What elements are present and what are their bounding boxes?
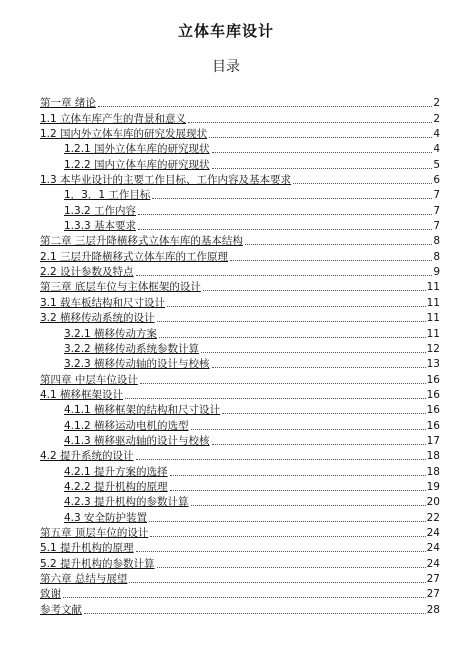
toc-leader (170, 475, 426, 476)
toc-page-number: 4 (433, 128, 440, 141)
toc-page-number: 11 (426, 281, 440, 294)
toc-entry-text[interactable]: 4.2.3 提升机构的参数计算 (64, 496, 189, 509)
toc-entry[interactable] (40, 586, 440, 601)
toc-entry-text[interactable]: 4.3 安全防护装置 (64, 511, 148, 524)
document-title: 立体车库设计 (177, 22, 274, 40)
toc-entry[interactable] (40, 110, 440, 125)
toc-page-number: 12 (426, 342, 440, 355)
toc-leader (149, 521, 426, 522)
toc-page-number: 16 (426, 404, 440, 417)
toc-entry-text[interactable]: 3.2 横移传动系统的设计 (40, 312, 155, 325)
toc-leader (191, 505, 426, 506)
toc-heading: 目录 (212, 59, 240, 75)
toc-entry-text[interactable]: 4.1.3 横移驱动轴的设计与校核 (64, 434, 210, 447)
toc-leader (212, 168, 433, 169)
toc-leader (152, 198, 432, 199)
toc-entry-text[interactable]: 5.2 提升机构的参数计算 (40, 557, 155, 570)
toc-entry-text[interactable]: 1.3.3 基本要求 (64, 220, 137, 233)
toc-entry[interactable] (40, 156, 440, 171)
toc-page-number: 2 (433, 112, 440, 125)
toc-entry-text[interactable]: 第一章 绪论 (40, 97, 96, 110)
toc-entry[interactable] (40, 540, 440, 555)
toc-entry[interactable] (40, 402, 440, 417)
toc-page-number: 7 (433, 189, 440, 202)
toc-leader (230, 260, 432, 261)
toc-leader (191, 429, 426, 430)
toc-entry-text[interactable]: 第三章 底层车位与主体框架的设计 (40, 281, 201, 294)
toc-leader (125, 398, 426, 399)
toc-entry[interactable] (40, 325, 440, 340)
toc-entry[interactable] (40, 479, 440, 494)
toc-page-number: 24 (426, 542, 440, 555)
toc-leader (293, 183, 432, 184)
toc-leader (212, 367, 426, 368)
toc-page-number: 16 (426, 419, 440, 432)
toc-leader (203, 290, 426, 291)
toc-entry-text[interactable]: 5.1 提升机构的原理 (40, 542, 134, 555)
toc-page-number: 8 (433, 250, 440, 263)
toc-entry[interactable] (40, 248, 440, 263)
toc-leader (98, 106, 432, 107)
toc-entry-text[interactable]: 1.2.2 国内立体车库的研究现状 (64, 158, 210, 171)
toc-page-number: 27 (426, 573, 440, 585)
toc-entry[interactable] (40, 448, 440, 463)
toc-page-number: 20 (426, 496, 440, 509)
toc-leader (138, 229, 432, 230)
toc-leader (129, 582, 425, 583)
toc-entry-text[interactable]: 3.2.3 横移传动轴的设计与校核 (64, 358, 210, 371)
toc-entry-text[interactable]: 致谢 (40, 588, 61, 601)
toc-entry[interactable] (40, 202, 440, 217)
toc-entry-text[interactable]: 1．3．1 工作目标 (64, 189, 151, 202)
toc-leader (140, 383, 426, 384)
toc-entry[interactable] (40, 264, 440, 279)
toc-entry-text[interactable]: 4.2 提升系统的设计 (40, 450, 134, 463)
toc-page-number: 5 (433, 158, 440, 171)
toc-leader (201, 352, 426, 353)
toc-page-number: 27 (426, 588, 440, 601)
toc-entry[interactable] (40, 494, 440, 509)
toc-entry-text[interactable]: 2.2 设计参数及特点 (40, 266, 134, 279)
toc-entry[interactable] (40, 571, 440, 586)
toc-entry[interactable] (40, 126, 440, 141)
toc-page-number: 11 (426, 296, 440, 309)
toc-page-number: 7 (433, 220, 440, 233)
toc-leader (170, 490, 426, 491)
toc-entry[interactable] (40, 463, 440, 478)
toc-page-number: 2 (433, 97, 440, 110)
toc-page-number: 28 (426, 603, 440, 616)
toc-leader (84, 613, 426, 614)
toc-leader (167, 306, 426, 307)
toc-page-number: 16 (426, 388, 440, 401)
toc-entry-text[interactable]: 参考文献 (40, 603, 82, 616)
toc-entry-text[interactable]: 3.2.2 横移传动系统参数计算 (64, 342, 200, 355)
toc-page-number: 24 (426, 557, 440, 570)
toc-leader (138, 214, 432, 215)
toc-entry-text[interactable]: 2.1 三层升降横移式立体车库的工作原理 (40, 250, 229, 263)
toc-page-number: 18 (426, 450, 440, 463)
toc-entry-text[interactable]: 4.1.2 横移运动电机的选型 (64, 419, 189, 432)
toc-leader (150, 536, 425, 537)
toc-entry-text[interactable]: 第二章 三层升降横移式立体车库的基本结构 (40, 235, 243, 248)
toc-entry-text[interactable]: 4.2.1 提升方案的选择 (64, 465, 168, 478)
toc-entry-text[interactable]: 1.2.1 国外立体车库的研究现状 (64, 143, 210, 156)
toc-entry-text[interactable]: 4.1.1 横移框架的结构和尺寸设计 (64, 404, 221, 417)
toc-page-number: 4 (433, 143, 440, 156)
toc-entry-text[interactable]: 1.2 国内外立体车库的研究发展现状 (40, 128, 208, 141)
toc-page-number: 24 (426, 526, 440, 539)
toc-page-number: 7 (433, 204, 440, 217)
toc-entry[interactable] (40, 279, 440, 294)
toc-entry-text[interactable]: 3.1 载车板结构和尺寸设计 (40, 296, 166, 309)
toc-entry[interactable] (40, 172, 440, 187)
toc-entry[interactable] (40, 356, 440, 371)
toc-leader (136, 459, 426, 460)
toc-entry[interactable] (40, 417, 440, 432)
toc-entry-text[interactable]: 3.2.1 横移传动方案 (64, 327, 158, 340)
toc-leader (222, 413, 426, 414)
toc-entry[interactable] (40, 371, 440, 386)
toc-page-number: 18 (426, 465, 440, 478)
toc-leader (209, 137, 432, 138)
toc-leader (136, 275, 433, 276)
toc-entry-text[interactable]: 1.1 立体车库产生的背景和意义 (40, 112, 187, 125)
toc-page-number: 17 (426, 434, 440, 447)
toc-entry[interactable] (40, 233, 440, 248)
toc-entry[interactable] (40, 433, 440, 448)
toc-page-number: 6 (433, 174, 440, 187)
toc-entry-text[interactable]: 第六章 总结与展望 (40, 573, 128, 585)
toc-entry[interactable] (40, 294, 440, 309)
toc-leader (157, 567, 426, 568)
toc-entry-text[interactable]: 4.2.2 提升机构的原理 (64, 480, 168, 493)
toc-entry-text[interactable]: 第五章 顶层车位的设计 (40, 526, 149, 539)
table-of-contents (40, 95, 440, 617)
toc-entry-text[interactable]: 4.1 横移框架设计 (40, 388, 124, 401)
toc-entry-text[interactable]: 1.3.2 工作内容 (64, 204, 137, 217)
toc-entry[interactable] (40, 601, 440, 616)
toc-entry[interactable] (40, 141, 440, 156)
toc-leader (159, 337, 426, 338)
toc-leader (63, 597, 426, 598)
toc-entry[interactable] (40, 525, 440, 540)
toc-entry[interactable] (40, 555, 440, 570)
toc-leader (188, 122, 432, 123)
toc-leader (136, 551, 426, 552)
toc-leader (245, 244, 432, 245)
toc-page-number: 13 (426, 358, 440, 371)
toc-entry[interactable] (40, 387, 440, 402)
toc-page-number: 19 (426, 480, 440, 493)
toc-page-number: 8 (433, 235, 440, 248)
toc-entry[interactable] (40, 187, 440, 202)
toc-entry-text[interactable]: 1.3 本毕业设计的主要工作目标、工作内容及基本要求 (40, 174, 292, 187)
toc-entry[interactable] (40, 218, 440, 233)
toc-leader (212, 444, 426, 445)
toc-entry[interactable] (40, 341, 440, 356)
toc-entry[interactable] (40, 95, 440, 110)
toc-page-number: 9 (433, 266, 440, 279)
toc-page-number: 11 (426, 312, 440, 325)
toc-entry-text[interactable]: 第四章 中层车位设计 (40, 373, 138, 386)
toc-leader (157, 321, 426, 322)
toc-entry[interactable] (40, 310, 440, 325)
toc-page-number: 22 (426, 511, 440, 524)
toc-leader (212, 152, 433, 153)
toc-entry[interactable] (40, 509, 440, 524)
toc-page-number: 16 (426, 373, 440, 386)
toc-page-number: 11 (426, 327, 440, 340)
